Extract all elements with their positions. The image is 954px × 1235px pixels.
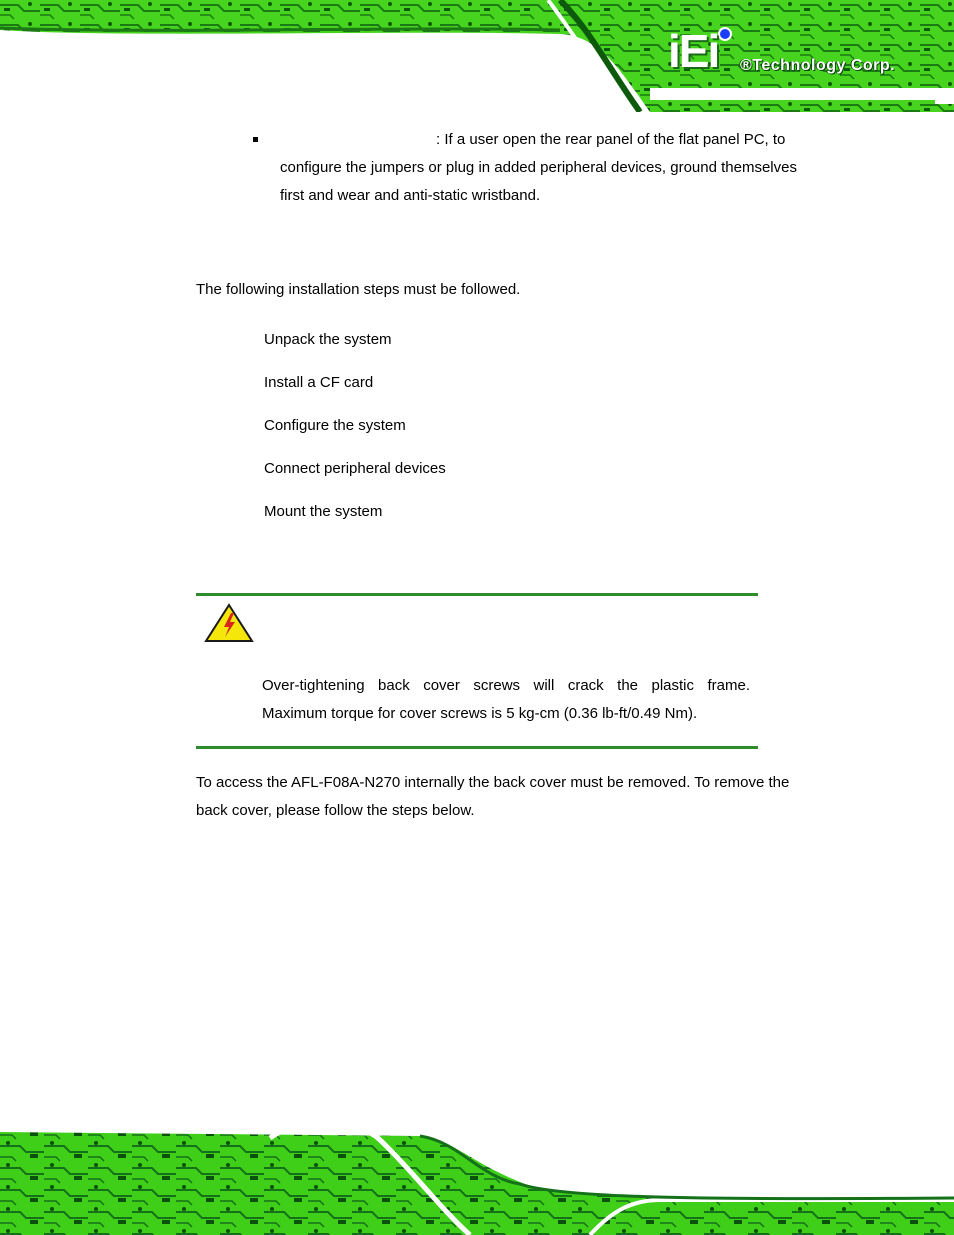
warning-text-line1: Over-tightening back cover screws will crack the plastic frame. bbox=[262, 677, 750, 694]
warning-icon bbox=[204, 603, 254, 643]
bullet-square-icon bbox=[253, 137, 258, 142]
bullet-text-line2: configure the jumpers or plug in added peripheral devices, ground themselves bbox=[280, 159, 797, 176]
list-item: Unpack the system bbox=[264, 331, 392, 348]
footer-banner bbox=[0, 1118, 954, 1235]
bullet-text-line1: : If a user open the rear panel of the flat panel PC, to bbox=[436, 131, 786, 148]
circuit-board-graphic bbox=[0, 1118, 954, 1235]
list-item: Mount the system bbox=[264, 503, 383, 520]
header-banner bbox=[0, 0, 954, 112]
list-item: Configure the system bbox=[264, 417, 406, 434]
steps-intro: The following installation steps must be followed. bbox=[196, 281, 521, 298]
circuit-board-graphic bbox=[0, 0, 954, 112]
list-item: Install a CF card bbox=[264, 374, 374, 391]
iei-logo: iEi bbox=[668, 25, 719, 77]
body-text-line2: back cover, please follow the steps below. bbox=[196, 802, 475, 819]
bullet-text-line3: first and wear and anti-static wristband. bbox=[280, 187, 541, 204]
warning-top-rule bbox=[196, 593, 758, 596]
body-text-line1: To access the AFL-F08A-N270 internally the back cover must be removed. To remove the bbox=[196, 774, 790, 791]
warning-bottom-rule bbox=[196, 746, 758, 749]
warning-text-line2: Maximum torque for cover screws is 5 kg-cm (0.36 lb-ft/0.49 Nm). bbox=[262, 705, 698, 722]
company-name: ®Technology Corp. bbox=[740, 57, 896, 74]
list-item: Connect peripheral devices bbox=[264, 460, 446, 477]
